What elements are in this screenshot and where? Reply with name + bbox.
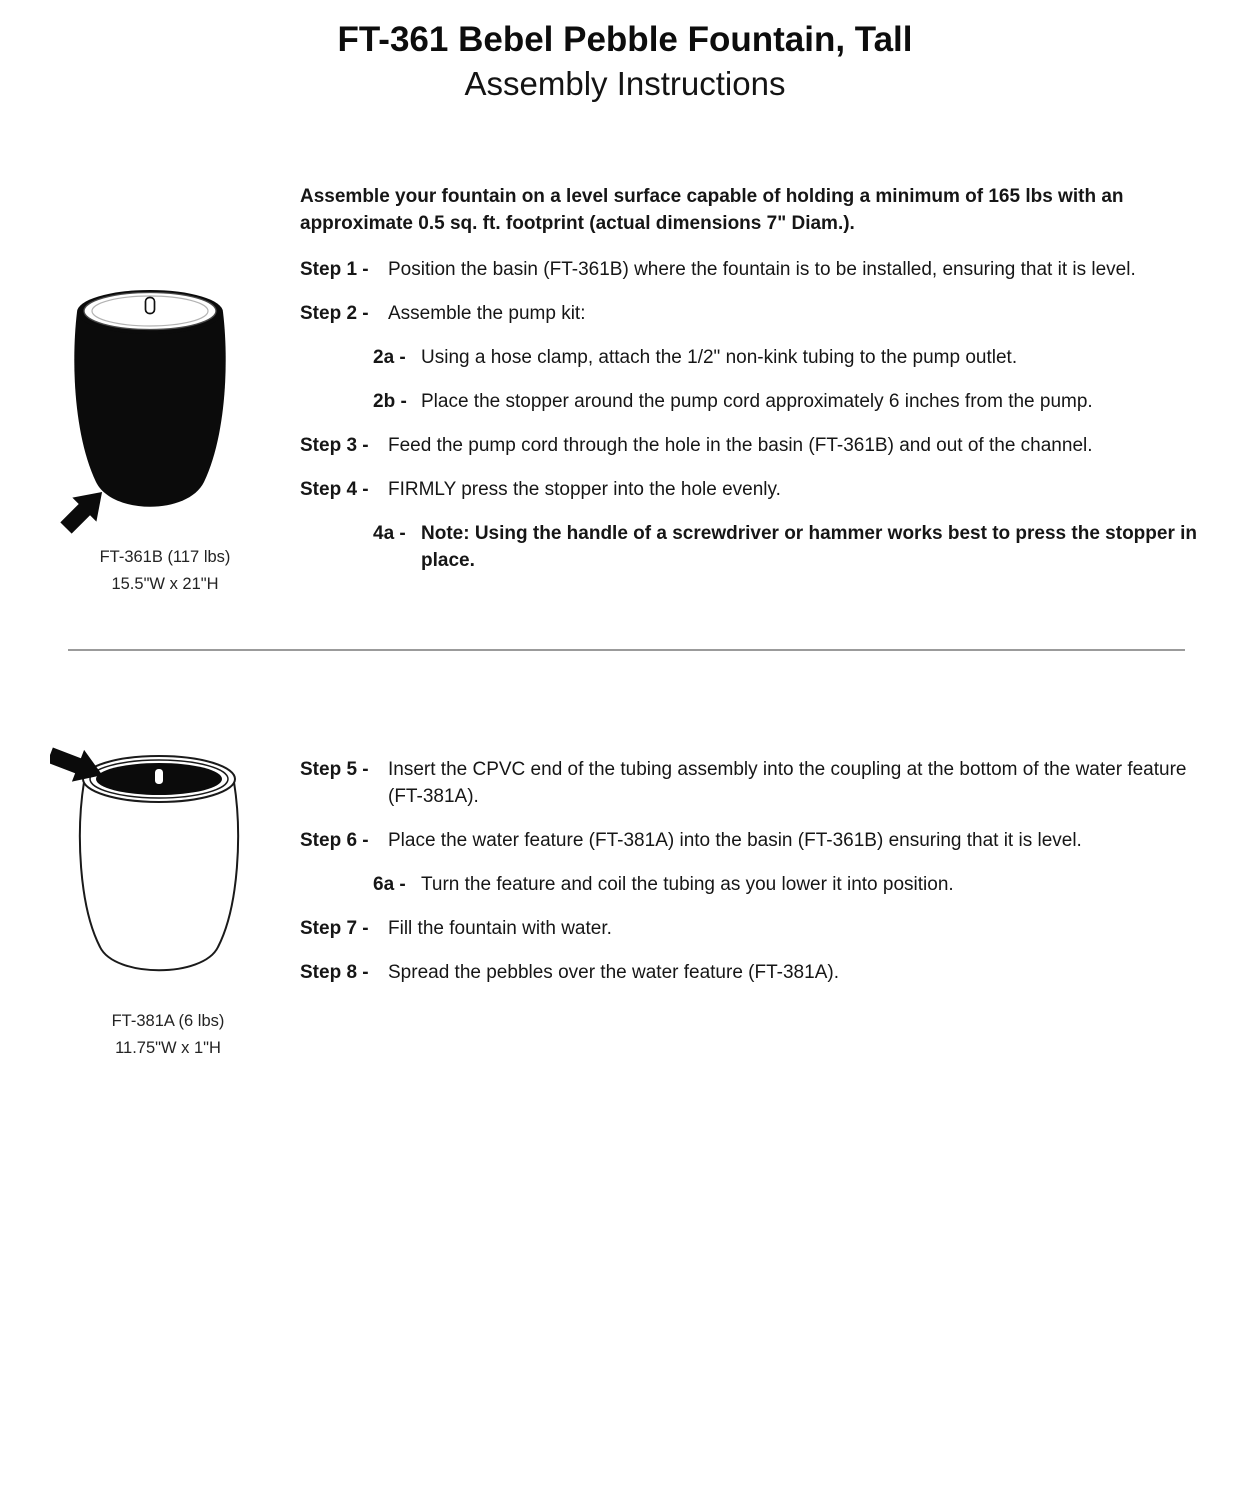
step-text: FIRMLY press the stopper into the hole evenly. [388,478,781,500]
basin-illustration [58,284,242,540]
step-label: Step 1 - [300,258,369,280]
figure-caption-line: FT-381A (6 lbs) [111,1012,225,1030]
step-text: Position the basin (FT-361B) where the fountain is to be installed, ensuring that it is level. [388,258,1136,280]
page-title: FT-361 Bebel Pebble Fountain, Tall [337,20,913,59]
step-label: 2b - [373,390,407,412]
step-8 [300,960,1202,987]
step-label: Step 5 - [300,759,369,780]
step-text: Note: Using the handle of a screwdriver or hammer works best to press the stopper in place. [421,522,1198,571]
step-label: Step 6 - [300,829,369,851]
instructions-section-1 [300,184,1202,592]
document-header [0,18,1250,103]
step-label: 4a - [373,522,406,544]
step-label: Step 3 - [300,434,369,456]
figure-caption-basin [72,544,258,597]
step-text: Turn the feature and coil the tubing as you lower it into position. [421,873,954,895]
step-6 [300,828,1202,855]
water-feature-body [80,782,238,970]
step-label: Step 8 - [300,961,369,983]
step-3 [300,433,1202,460]
step-text: Assemble the pump kit: [388,302,586,324]
instructions-section-2 [300,757,1202,1004]
basin-body [74,312,225,507]
step-label: 2a - [373,346,406,368]
basin-cord-hole [146,298,155,314]
step-text: Spread the pebbles over the water feature (FT-381A). [388,961,839,983]
page-subtitle: Assembly Instructions [464,64,786,102]
step-label: Step 4 - [300,478,369,500]
figure-caption-line: 11.75"W x 1"H [115,1038,221,1057]
figure-caption-line: 15.5"W x 21"H [111,574,219,593]
step-label: Step 2 - [300,302,369,324]
step-2b [373,389,1227,416]
step-2 [300,301,1202,328]
step-text: Place the stopper around the pump cord approximately 6 inches from the pump. [421,390,1093,412]
figure-caption-water-feature [76,1008,260,1061]
step-text: Insert the CPVC end of the tubing assembly into the coupling at the bottom of the water feature (FT-381A). [388,759,1187,807]
water-feature-illustration [50,744,256,1002]
step-label: Step 7 - [300,917,369,939]
step-text: Using a hose clamp, attach the 1/2" non-kink tubing to the pump outlet. [421,346,1018,368]
step-5 [300,757,1202,811]
step-text: Place the water feature (FT-381A) into the basin (FT-361B) ensuring that it is level. [388,829,1082,851]
step-text: Feed the pump cord through the hole in the basin (FT-361B) and out of the channel. [388,434,1093,456]
step-2a [373,345,1227,372]
step-7 [300,916,1202,943]
step-4a [373,521,1227,575]
intro-paragraph: Assemble your fountain on a level surface capable of holding a minimum of 165 lbs with an approximate 0.5 sq. ft. footprint (actual dimensions 7" Diam.). [300,186,1124,234]
step-6a [373,872,1227,899]
figure-caption-line: FT-361B (117 lbs) [99,548,231,566]
step-1 [300,257,1202,284]
water-feature-slot [155,769,163,784]
step-4 [300,477,1202,504]
step-text: Fill the fountain with water. [388,917,612,939]
step-label: 6a - [373,873,406,895]
section-divider [68,649,1185,651]
